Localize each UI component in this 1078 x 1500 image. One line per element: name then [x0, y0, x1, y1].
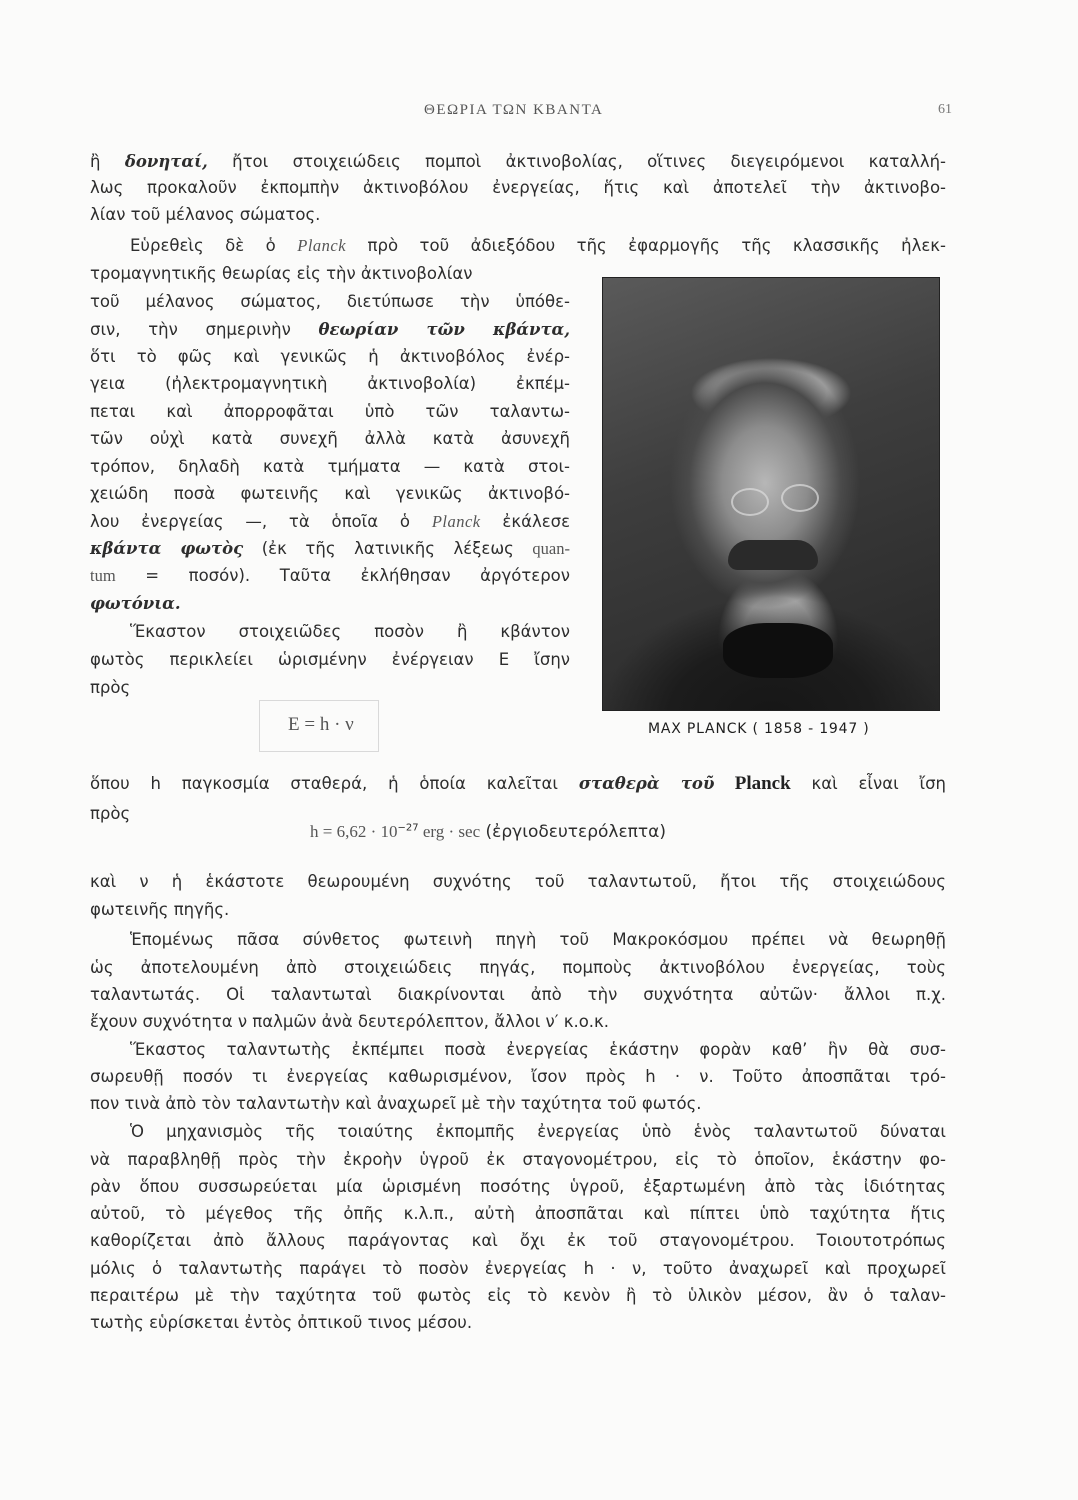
- emphasized-term: σταθερὰ τοῦ: [578, 774, 715, 793]
- text-line: καὶ ν ἡ ἑκάστοτε θεωρουμένη συχνότης τοῦ ταλαντωτοῦ, ἤτοι τῆς στοιχειώδους: [90, 872, 946, 891]
- text-line: φωτεινῆς πηγῆς.: [90, 900, 230, 919]
- text-line: σωρευθῇ ποσόν τι ἐνεργείας καθωρισμένον, ἴσον πρὸς h · ν. Τοῦτο ἀποσπᾶται τρό-: [90, 1067, 946, 1086]
- text-line: ἢ δονηταί, ἤτοι στοιχειώδεις πομποὶ ἀκτινοβολίας, οἵτινες διεγειρόμενοι καταλλή-: [90, 152, 946, 171]
- mustache-shape: [728, 540, 818, 570]
- text-line: Εὑρεθεὶς δὲ ὁ Planck πρὸ τοῦ ἀδιεξόδου τῆς ἐφαρμογῆς τῆς κλασσικῆς ἠλεκ-: [130, 236, 946, 255]
- page-header: [0, 102, 1078, 126]
- text-line: τρομαγνητικῆς θεωρίας εἰς τὴν ἀκτινοβολίαν: [90, 264, 473, 283]
- emphasized-term: θεωρίαν τῶν κβάντα,: [318, 320, 570, 339]
- latin-word: tum: [90, 566, 116, 585]
- emphasized-term: φωτόνια.: [90, 594, 181, 613]
- text-line: τῶν οὐχὶ κατὰ συνεχῆ ἀλλὰ κατὰ ἀσυνεχῆ: [90, 429, 570, 448]
- text-line: φωτὸς περικλείει ὡρισμένην ἐνέργειαν Ε ἴσην: [90, 650, 570, 669]
- text-line: λίαν τοῦ μέλανος σώματος.: [90, 205, 321, 224]
- page-number: 61: [938, 102, 952, 117]
- text-line: τρόπον, δηλαδὴ κατὰ τμήματα — κατὰ στοι-: [90, 457, 570, 476]
- text-line: ἔχουν συχνότητα ν παλμῶν ἀνὰ δευτερόλεπτον, ἄλλοι ν′ κ.ο.κ.: [90, 1012, 610, 1031]
- text-line: τωτὴς εὑρίσκεται ἐντὸς ὀπτικοῦ τινος μέσου.: [90, 1313, 473, 1332]
- formula-planck-constant: $h = 6,62 \cdot 10^{-27}$ erg · sec (ἐργιοδευτερόλεπτα): [310, 822, 666, 842]
- text-line: λου ἐνεργείας —, τὰ ὁποῖα ὁ Planck ἐκάλεσε: [90, 512, 571, 531]
- spectacles-icon: [781, 484, 819, 512]
- name-planck: Planck: [431, 512, 481, 531]
- text-line: ὅτι τὸ φῶς καὶ γενικῶς ἡ ἀκτινοβόλος ἐνέρ-: [90, 347, 570, 366]
- text-line: πρὸς: [90, 678, 131, 697]
- text-line: νὰ παραβληθῇ πρὸς τὴν ἐκροὴν ὑγροῦ ἐκ σταγονομέτρου, εἰς τὸ ὁποῖον, ἑκάστην φο-: [90, 1150, 946, 1169]
- formula-energy: E = h · ν: [288, 714, 354, 735]
- text-line: πρὸς: [90, 804, 131, 823]
- text-line: περαιτέρω μὲ τὴν ταχύτητα τοῦ φωτὸς εἰς τὸ κενὸν ἢ τὸ ὑλικὸν μέσον, ἂν ὁ ταλαν-: [90, 1286, 946, 1305]
- text-line: Ὁ μηχανισμὸς τῆς τοιαύτης ἐκπομπῆς ἐνεργείας ὑπὸ ἑνὸς ταλαντωτοῦ δύναται: [130, 1122, 946, 1141]
- text-line: [90, 592, 181, 616]
- bow-tie-shape: [723, 623, 833, 678]
- text-line: πον τινὰ ἀπὸ τὸν ταλαντωτὴν καὶ ἀναχωρεῖ μὲ τὴν ταχύτητα τοῦ φωτός.: [90, 1094, 702, 1113]
- name-planck: Planck: [714, 773, 791, 794]
- text-line: ταλαντωτάς. Οἱ ταλαντωταὶ διακρίνονται ἀπὸ τὴν συχνότητα αὐτῶν· ἄλλοι π.χ.: [90, 985, 946, 1004]
- text-line: ὅπου h παγκοσμία σταθερά, ἡ ὁποία καλεῖται σταθερὰ τοῦ Planck καὶ εἶναι ἴση: [90, 773, 946, 794]
- text-line: ὡς ἀποτελουμένη ἀπὸ στοιχειώδεις πηγάς, πομποὺς ἀκτινοβόλου ἐνεργείας, τοὺς: [90, 958, 946, 977]
- emphasized-term: κβάντα φωτὸς: [90, 539, 244, 558]
- text-line: γεια (ἠλεκτρομαγνητικὴ ἀκτινοβολία) ἐκπέμ-: [90, 374, 570, 393]
- latin-word: quan-: [532, 539, 570, 558]
- text-line: ρὰν ὅπου συσσωρεύεται μία ὡρισμένη ποσότης ὑγροῦ, ἐξαρτωμένη ἀπὸ τὰς ἰδιότητας: [90, 1177, 946, 1196]
- text-line: τοῦ μέλανος σώματος, διετύπωσε τὴν ὑπόθε-: [90, 292, 570, 311]
- spectacles-icon: [731, 488, 769, 516]
- text-line: κβάντα φωτὸς (ἐκ τῆς λατινικῆς λέξεως quan-: [90, 539, 570, 558]
- text-line: χειώδη ποσὰ φωτεινῆς καὶ γενικῶς ἀκτινοβό-: [90, 484, 570, 503]
- emphasized-term: δονηταί,: [124, 152, 208, 171]
- photo-caption: MAX PLANCK ( 1858 - 1947 ): [648, 721, 870, 737]
- text-line: πεται καὶ ἀπορροφᾶται ὑπὸ τῶν ταλαντω-: [90, 402, 570, 421]
- text-line: αὐτοῦ, τὸ μέγεθος τῆς ὀπῆς κ.λ.π., αὐτὴ ἀποσπᾶται καὶ πίπτει ὑπὸ ταχύτητα ἥτις: [90, 1204, 946, 1223]
- running-title: ΘΕΩΡΙΑ ΤΩΝ ΚΒΑΝΤΑ: [424, 102, 604, 118]
- text-line: σιν, τὴν σημερινὴν θεωρίαν τῶν κβάντα,: [90, 320, 570, 339]
- text-line: Ἕκαστος ταλαντωτὴς ἐκπέμπει ποσὰ ἐνεργείας ἑκάστην φορὰν καθ’ ἣν θὰ συσ-: [130, 1040, 946, 1059]
- portrait-photo: [602, 277, 940, 711]
- text-line: καθορίζεται ἀπὸ ἄλλους παράγοντας καὶ ὄχι ἐκ τοῦ σταγονομέτρου. Τοιουτοτρόπως: [90, 1231, 946, 1250]
- text-line: Ἑπομένως πᾶσα σύνθετος φωτεινὴ πηγὴ τοῦ Μακροκόσμου πρέπει νὰ θεωρηθῇ: [130, 930, 946, 949]
- text-line: μόλις ὁ ταλαντωτὴς παράγει τὸ ποσὸν ἐνεργείας h · ν, τοῦτο ἀναχωρεῖ καὶ προχωρεῖ: [90, 1259, 946, 1278]
- text-line: λως προκαλοῦν ἐκπομπὴν ἀκτινοβόλου ἐνεργείας, ἥτις καὶ ἀποτελεῖ τὴν ἀκτινοβο-: [90, 178, 946, 197]
- text-line: Ἕκαστον στοιχειῶδες ποσὸν ἢ κβάντον: [130, 622, 570, 641]
- name-planck: Planck: [297, 236, 347, 255]
- text-line: tum = ποσόν). Ταῦτα ἐκλήθησαν ἀργότερον: [90, 566, 570, 585]
